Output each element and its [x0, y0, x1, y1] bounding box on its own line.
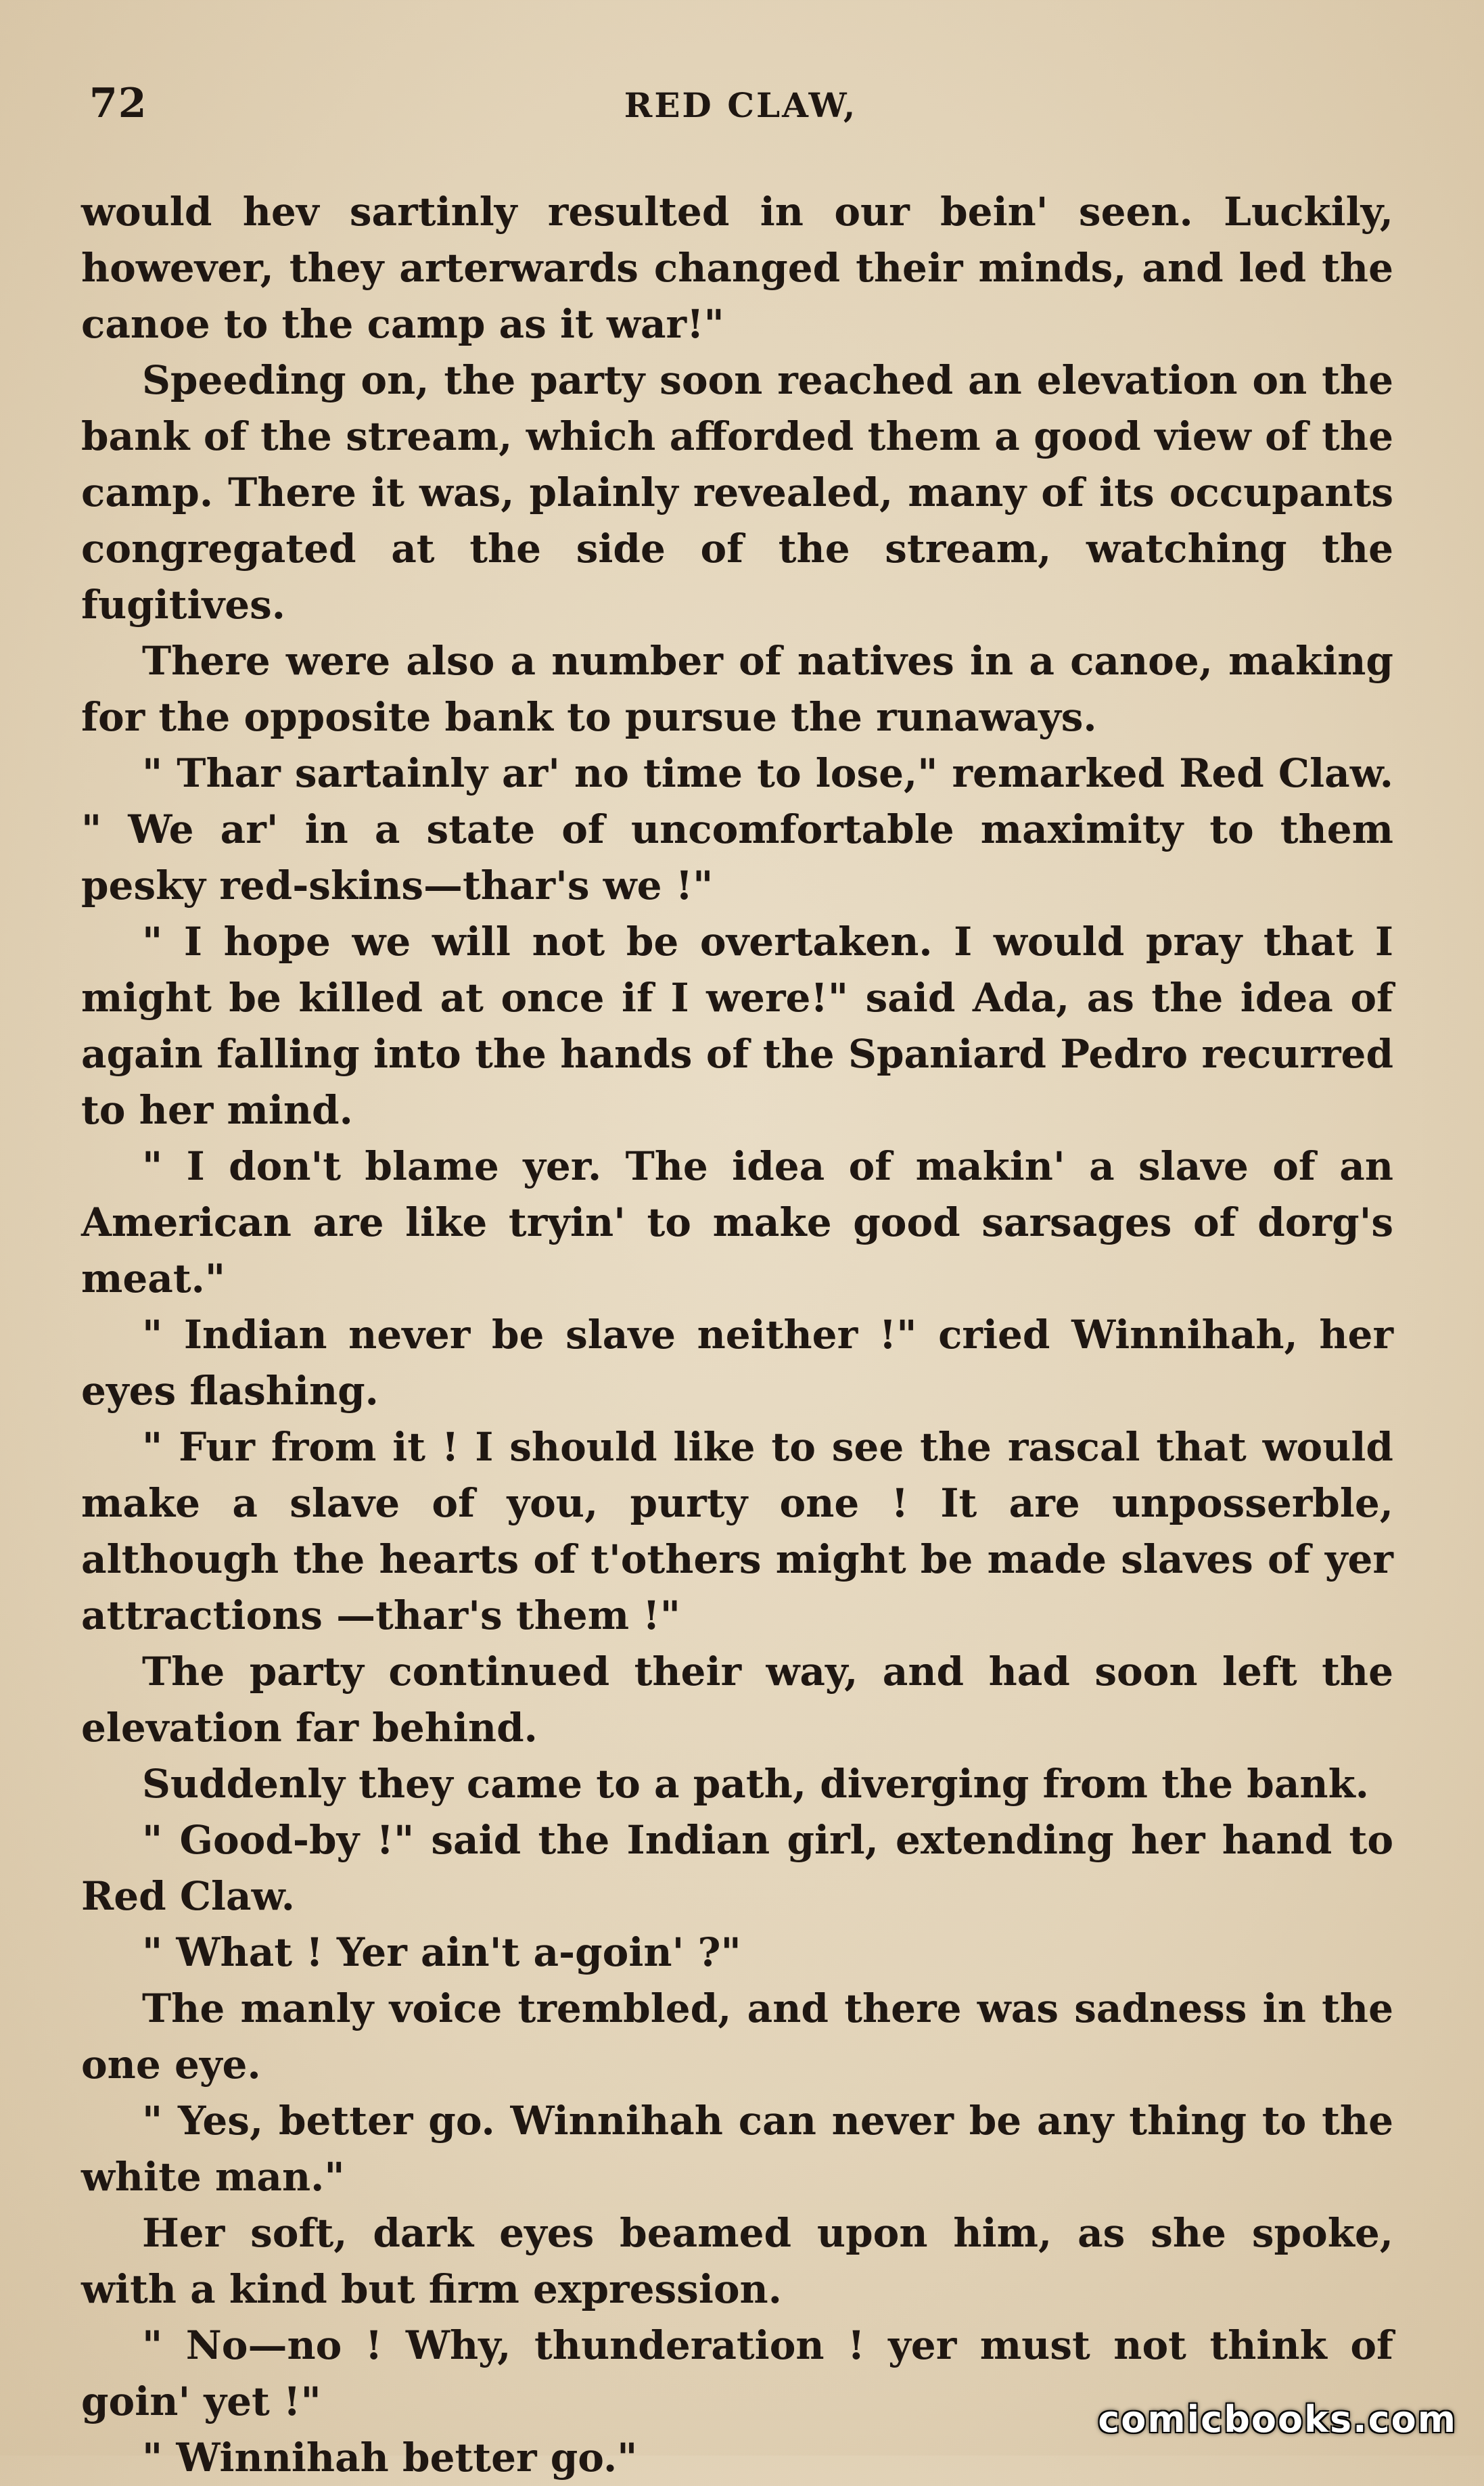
paragraph: " What ! Yer ain't a-goin' ?" — [142, 1929, 741, 1975]
paragraph: Speeding on, the party soon reached an elevation on the bank of the stream, which afforded them a good view of the camp. There it was, plainly revealed, many of its occupants congregated at the side of the stream, watching the fugitives. — [81, 357, 1393, 628]
paragraph: There were also a number of natives in a canoe, making for the opposite bank to pursue the runaways. — [81, 638, 1393, 740]
paragraph: " Good-by !" said the Indian girl, extending her hand to Red Claw. — [81, 1817, 1393, 1919]
paragraph: " I don't blame yer. The idea of makin' a slave of an American are like tryin' to make good sarsages of dorg's meat." — [81, 1143, 1393, 1302]
paragraph: " I hope we will not be overtaken. I would pray that I might be killed at once if I were!" said Ada, as the idea of again falling into the hands of the Spaniard Pedro recurred to her mind. — [81, 919, 1393, 1133]
paragraph: The manly voice trembled, and there was sadness in the one eye. — [81, 1985, 1393, 2088]
running-head: RED CLAW, — [624, 85, 858, 125]
paragraph: " Fur from it ! I should like to see the rascal that would make a slave of you, purty one ! It are unposserble, although the hearts of t'others might be made slaves of yer attractions —thar's them !" — [81, 1424, 1393, 1638]
body-text — [81, 184, 1393, 2486]
watermark: comicbooks.com — [1098, 2398, 1457, 2441]
paragraph: Suddenly they came to a path, diverging from the bank. — [142, 1761, 1369, 1807]
paragraph: " Yes, better go. Winnihah can never be any thing to the white man." — [81, 2098, 1393, 2200]
paragraph: The party continued their way, and had soon left the elevation far behind. — [81, 1649, 1393, 1751]
page-header — [81, 80, 1400, 134]
paragraph: " Winnihah better go." — [142, 2435, 638, 2481]
paragraph: " No—no ! Why, thunderation ! yer must not think of goin' yet !" — [81, 2322, 1393, 2424]
page-number: 72 — [89, 80, 147, 127]
paragraph: " Indian never be slave neither !" cried Winnihah, her eyes flashing. — [81, 1312, 1393, 1414]
paragraph: would hev sartinly resulted in our bein' seen. Luckily, however, they arterwards changed their minds, and led the canoe to the camp as it war!" — [81, 189, 1393, 347]
paragraph: " Thar sartainly ar' no time to lose," remarked Red Claw. " We ar' in a state of uncomfortable maximity to them pesky red-skins—thar's we !" — [81, 750, 1393, 908]
paragraph: Her soft, dark eyes beamed upon him, as she spoke, with a kind but firm expression. — [81, 2210, 1393, 2312]
